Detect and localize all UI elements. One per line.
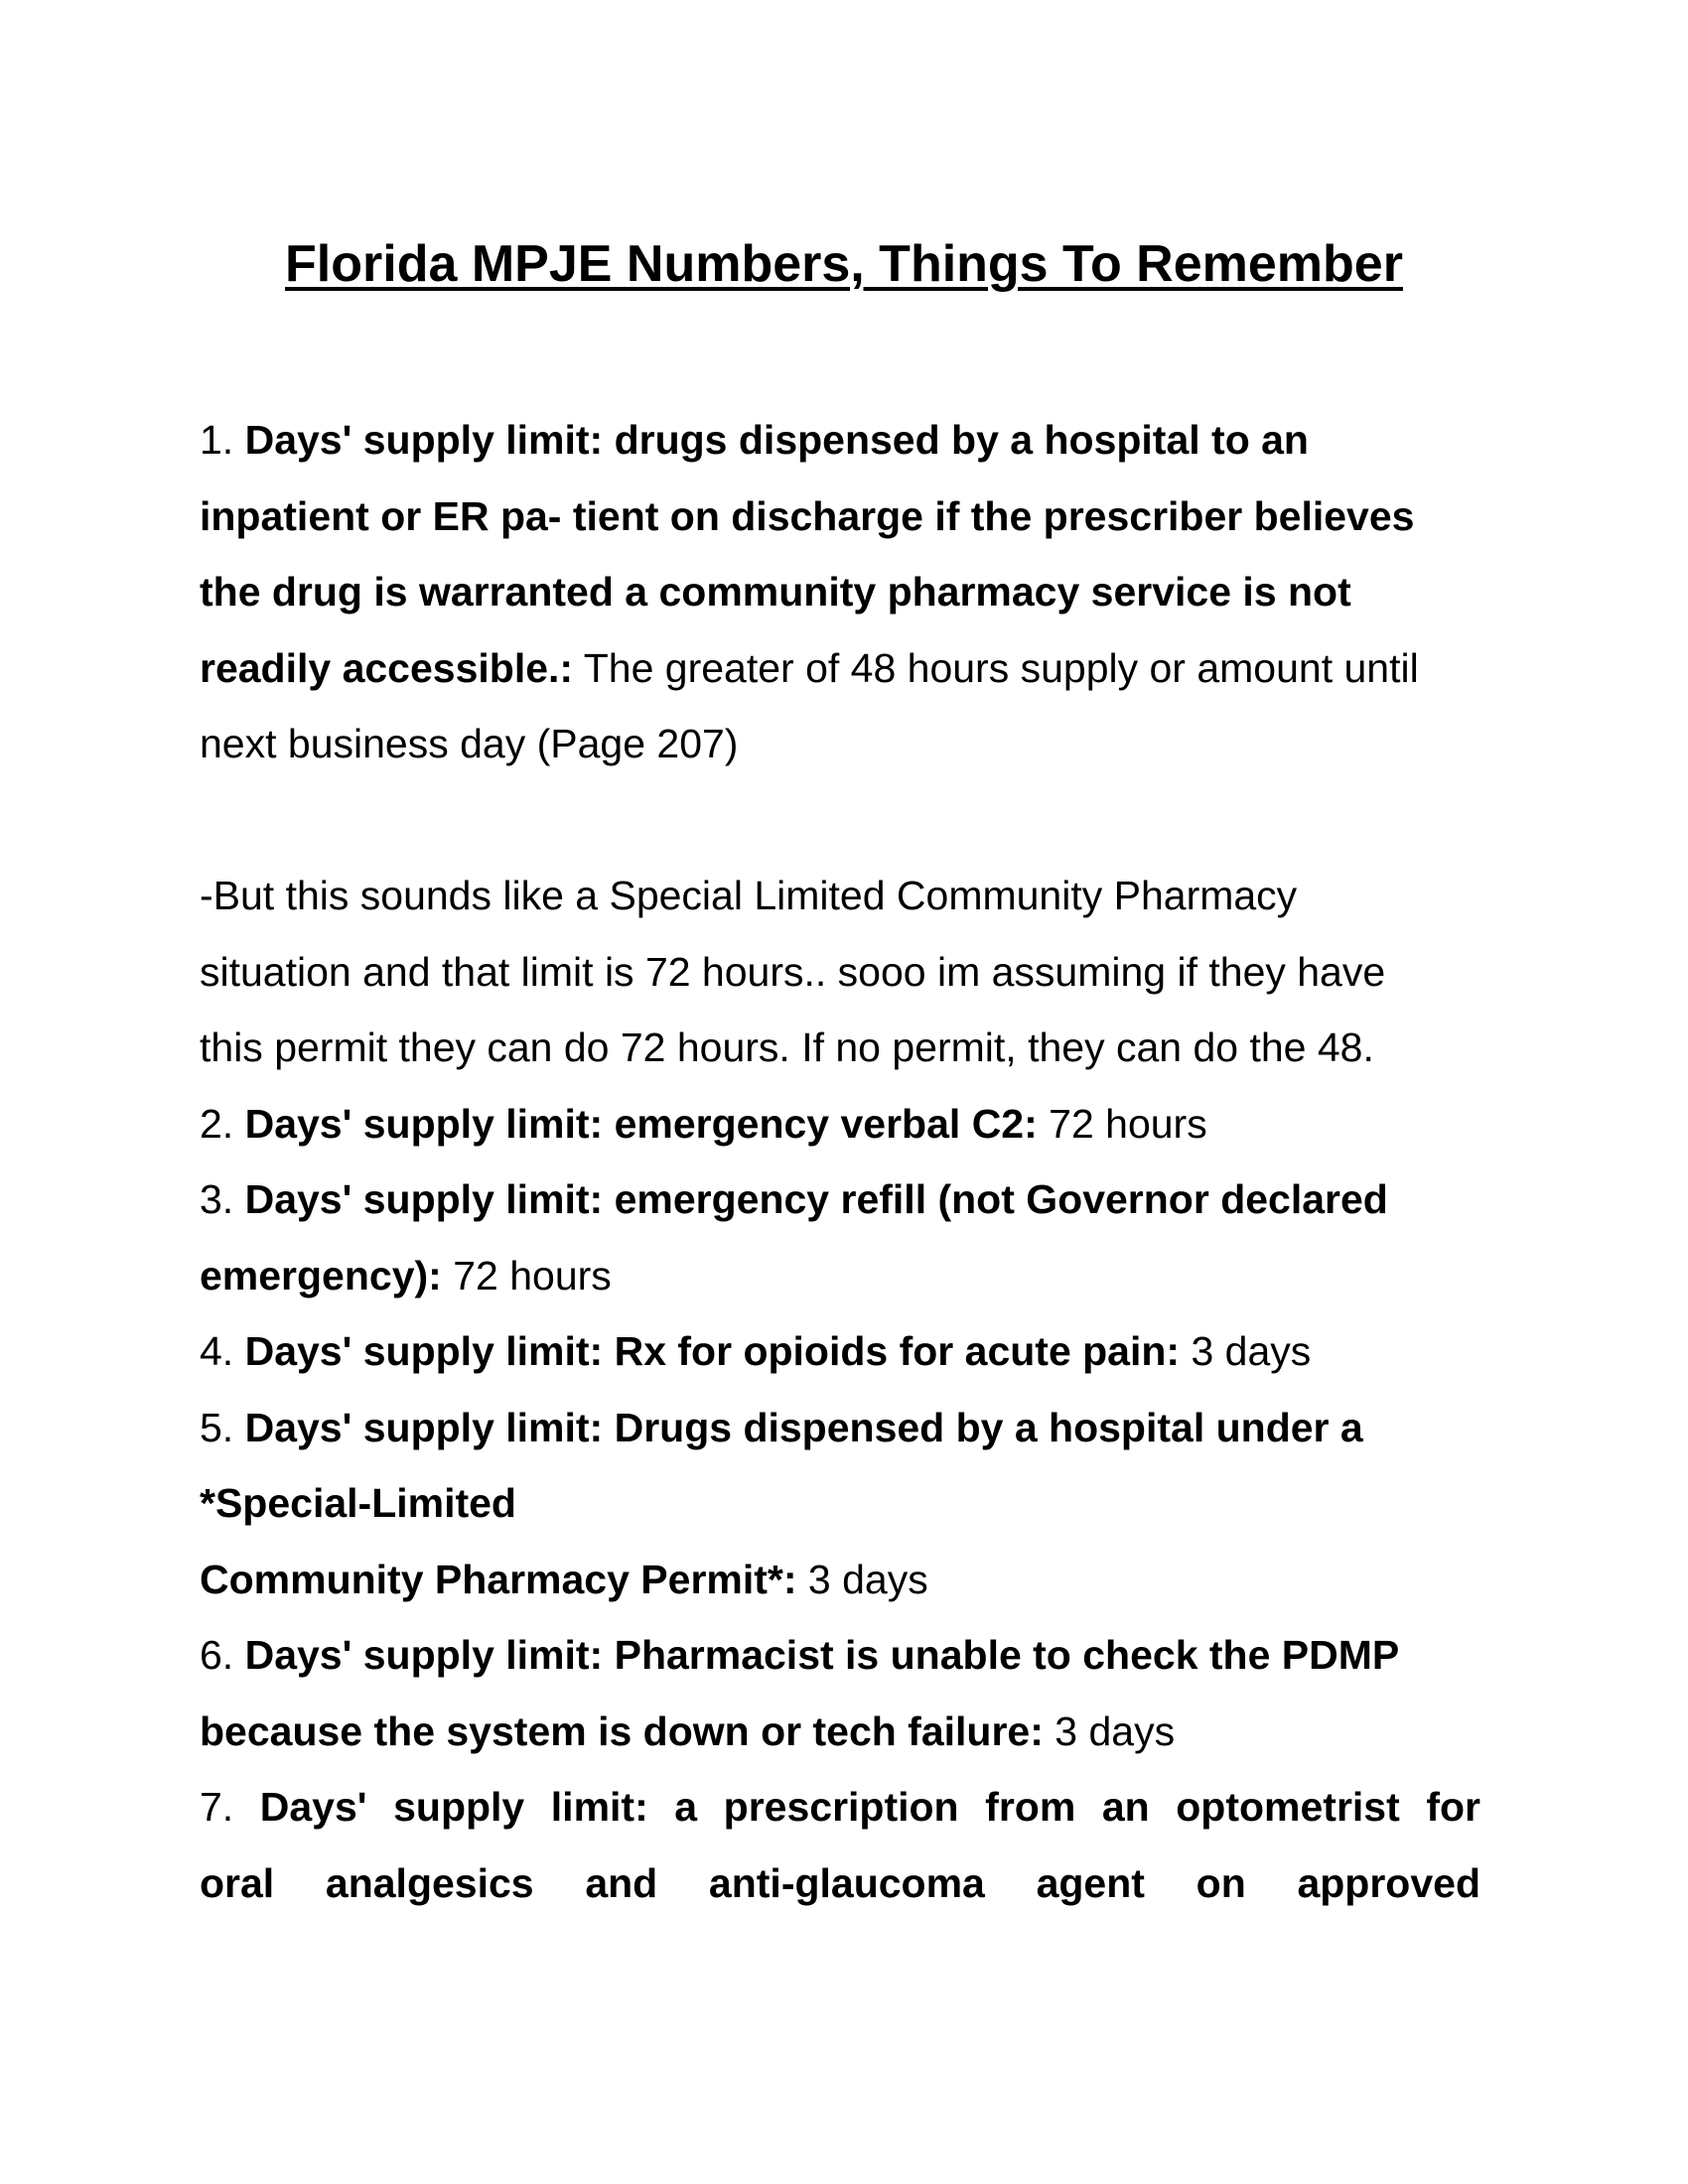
item-number: 4. [200,1328,245,1374]
item-question-line-2: *Special-Limited [200,1480,516,1526]
document-title: Florida MPJE Numbers, Things To Remember [285,235,1403,293]
item-question-line-1: Days' supply limit: a prescription from an optometrist for [259,1784,1480,1830]
item-question: Days' supply limit: emergency refill (not Governor declared emergency): [200,1176,1388,1298]
document-body [200,402,1480,1921]
list-item-4 [200,1313,1480,1390]
item-answer: 3 days [1043,1707,1176,1754]
note-paragraph [200,858,1480,1086]
item-question-line-2: oral analgesics and anti-glaucoma agent on approved [200,1859,1480,1906]
item-number: 5. [200,1404,245,1450]
item-number: 1. [200,417,245,463]
item-answer: 3 days [1180,1328,1312,1374]
item-question-line-1: Days' supply limit: Drugs dispensed by a hospital under a [244,1404,1363,1450]
list-item-6 [200,1617,1480,1769]
paragraph-gap [200,782,1480,859]
list-item-2 [200,1086,1480,1162]
item-question: Days' supply limit: Pharmacist is unable to check the PDMP because the system is down or tech failure: [200,1632,1399,1754]
note-line-3: this permit they can do 72 hours. If no permit, they can do the 48. [200,1024,1374,1070]
note-line-1: -But this sounds like a Special Limited Community Pharmacy [200,873,1298,918]
item-question: Days' supply limit: drugs dispensed by a hospital to an inpatient or ER pa- tient on discharge if the prescriber believes the drug is warranted a community pharmacy service is not readily accessible.: [200,417,1415,691]
list-item-3 [200,1161,1480,1313]
item-number: 7. [200,1784,260,1830]
list-item-7-line-2 [200,1845,1480,1922]
list-item-7-line-1 [200,1769,1480,1845]
item-answer: 3 days [796,1556,928,1602]
item-number: 6. [200,1632,245,1678]
item-number: 2. [200,1100,245,1147]
item-answer: The greater of 48 hours supply or amount until next business day (Page 207) [200,644,1419,766]
list-item-1 [200,402,1480,782]
list-item-5 [200,1390,1480,1618]
item-answer: 72 hours [441,1252,612,1298]
item-answer: 72 hours [1037,1100,1207,1147]
item-question: Days' supply limit: emergency verbal C2: [244,1100,1038,1147]
item-question: Days' supply limit: Rx for opioids for acute pain: [244,1328,1181,1374]
note-line-2: situation and that limit is 72 hours.. sooo im assuming if they have [200,948,1386,995]
item-number: 3. [200,1176,245,1222]
item-question-line-3: Community Pharmacy Permit*: [200,1556,797,1602]
